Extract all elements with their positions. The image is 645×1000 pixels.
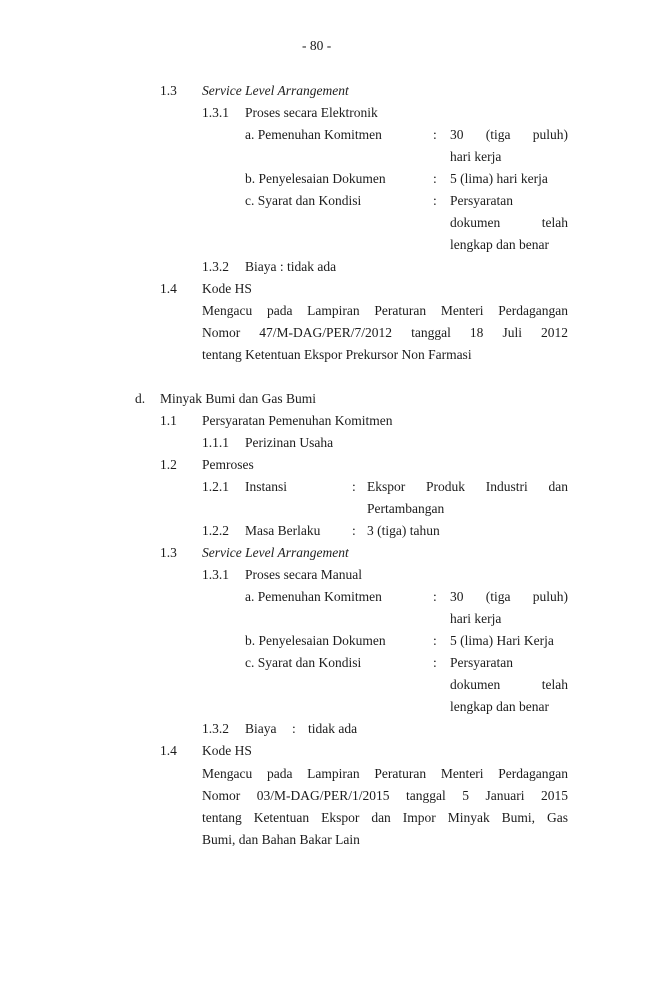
section-number: 1.2	[160, 457, 177, 472]
page-number: - 80 -	[302, 38, 332, 53]
subsection-number: 1.2.2	[202, 523, 229, 538]
item-label: c. Syarat dan Kondisi	[245, 655, 362, 670]
item-label: a. Pemenuhan Komitmen	[245, 127, 382, 142]
subsection-title: Proses secara Elektronik	[245, 105, 378, 120]
item-colon: :	[433, 193, 437, 208]
subsection-number: 1.2.1	[202, 479, 229, 494]
paragraph-line: Bumi, dan Bahan Bakar Lain	[202, 832, 360, 847]
section-title: Pemroses	[202, 457, 254, 472]
section-title: Service Level Arrangement	[202, 83, 349, 98]
item-value: 30 (tiga puluh)	[450, 127, 568, 142]
section-number: 1.3	[160, 545, 177, 560]
paragraph-line: Nomor 03/M-DAG/PER/1/2015 tanggal 5 Januari 2015	[202, 788, 568, 803]
item-value: Persyaratan	[450, 655, 513, 670]
subsection-number: 1.3.1	[202, 105, 229, 120]
item-value: hari kerja	[450, 149, 502, 164]
item-value: Persyaratan	[450, 193, 513, 208]
paragraph-line: Mengacu pada Lampiran Peraturan Menteri Perdagangan	[202, 303, 568, 318]
section-number: 1.4	[160, 281, 177, 296]
subsection-title: Perizinan Usaha	[245, 435, 334, 450]
heading-title: Minyak Bumi dan Gas Bumi	[160, 391, 316, 406]
field-colon: :	[352, 479, 356, 494]
list-letter: d.	[135, 391, 146, 406]
field-label: Masa Berlaku	[245, 523, 321, 538]
item-colon: :	[433, 127, 437, 142]
subsection-number: 1.1.1	[202, 435, 229, 450]
field-value: Pertambangan	[367, 501, 445, 516]
item-value: 30 (tiga puluh)	[450, 589, 568, 604]
field-value: tidak ada	[308, 721, 358, 736]
subsection-title: Proses secara Manual	[245, 567, 362, 582]
field-colon: :	[352, 523, 356, 538]
paragraph-line: tentang Ketentuan Ekspor Prekursor Non Farmasi	[202, 347, 472, 362]
item-value: hari kerja	[450, 611, 502, 626]
field-colon: :	[292, 721, 296, 736]
subsection-number: 1.3.2	[202, 259, 229, 274]
section-title: Service Level Arrangement	[202, 545, 349, 560]
section-number: 1.4	[160, 743, 177, 758]
item-label: c. Syarat dan Kondisi	[245, 193, 362, 208]
item-label: b. Penyelesaian Dokumen	[245, 633, 386, 648]
subsection-text: Biaya : tidak ada	[245, 259, 337, 274]
field-label: Instansi	[245, 479, 287, 494]
item-colon: :	[433, 633, 437, 648]
section-title: Persyaratan Pemenuhan Komitmen	[202, 413, 393, 428]
field-value: Ekspor Produk Industri dan	[367, 479, 568, 494]
field-label: Biaya	[245, 721, 277, 736]
item-value: lengkap dan benar	[450, 237, 549, 252]
section-title: Kode HS	[202, 281, 252, 296]
item-value: 5 (lima) hari kerja	[450, 171, 548, 186]
section-number: 1.1	[160, 413, 177, 428]
item-value: lengkap dan benar	[450, 699, 549, 714]
item-value: 5 (lima) Hari Kerja	[450, 633, 554, 648]
paragraph-line: Nomor 47/M-DAG/PER/7/2012 tanggal 18 Juli 2012	[202, 325, 568, 340]
section-number: 1.3	[160, 83, 177, 98]
paragraph-line: tentang Ketentuan Ekspor dan Impor Minyak Bumi, Gas	[202, 810, 568, 825]
field-value: 3 (tiga) tahun	[367, 523, 440, 538]
subsection-number: 1.3.1	[202, 567, 229, 582]
item-value: dokumen telah	[450, 677, 568, 692]
item-label: b. Penyelesaian Dokumen	[245, 171, 386, 186]
item-value: dokumen telah	[450, 215, 568, 230]
item-label: a. Pemenuhan Komitmen	[245, 589, 382, 604]
subsection-number: 1.3.2	[202, 721, 229, 736]
section-title: Kode HS	[202, 743, 252, 758]
item-colon: :	[433, 655, 437, 670]
paragraph-line: Mengacu pada Lampiran Peraturan Menteri Perdagangan	[202, 766, 568, 781]
item-colon: :	[433, 589, 437, 604]
item-colon: :	[433, 171, 437, 186]
